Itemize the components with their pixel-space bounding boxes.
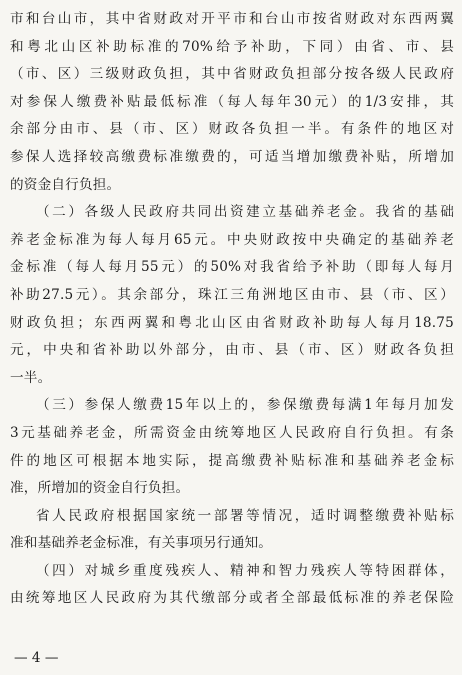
text-line: 3元基础养老金，所需资金由统筹地区人民政府自行负担。有条 [10, 424, 454, 441]
page-number: — 4 — [14, 650, 59, 666]
text-line: 补助27.5元）。其余部分，珠江三角洲地区由市、县（市、区） [10, 286, 454, 303]
text-line: 的资金自行负担。 [10, 176, 121, 193]
text-line: 金标准（每人每月55元）的50%对我省给予补助（即每人每月 [10, 259, 454, 276]
text-line: 余部分由市、县（市、区）财政各负担一半。有条件的地区对 [10, 121, 454, 138]
text-line: 一半。 [10, 369, 52, 386]
text-line: 和粤北山区补助标准的70%给予补助，下同）由省、市、县 [10, 38, 454, 55]
text-line: 财政负担；东西两翼和粤北山区由省财政补助每人每月18.75 [10, 314, 454, 331]
paragraph-start-line: （三）参保人缴费15年以上的，参保缴费每满1年每月加发 [36, 397, 454, 414]
paragraph-start-line: 省人民政府根据国家统一部署等情况，适时调整缴费补贴标 [36, 507, 454, 524]
text-line: 对参保人缴费补贴最低标准（每人每年30元）的1/3安排，其 [10, 93, 454, 110]
text-line: 元，中央和省补助以外部分，由市、县（市、区）财政各负担 [10, 342, 454, 359]
text-line: 准，所增加的资金自行负担。 [10, 480, 190, 497]
paragraph-start-line: （二）各级人民政府共同出资建立基础养老金。我省的基础 [36, 204, 454, 221]
text-line: 件的地区可根据本地实际，提高缴费补贴标准和基础养老金标 [10, 452, 454, 469]
text-line: 准和基础养老金标准，有关事项另行通知。 [10, 535, 273, 552]
text-line: 参保人选择较高缴费标准缴费的，可适当增加缴费补贴，所增加 [10, 148, 454, 165]
text-line: （市、区）三级财政负担，其中省财政负担部分按各级人民政府 [10, 66, 454, 83]
text-line: 养老金标准为每人每月65元。中央财政按中央确定的基础养老 [10, 231, 454, 248]
text-line: 市和台山市，其中省财政对开平市和台山市按省财政对东西两翼 [10, 11, 454, 27]
text-line: 由统筹地区人民政府为其代缴部分或者全部最低标准的养老保险 [10, 590, 454, 607]
paragraph-start-line: （四）对城乡重度残疾人、精神和智力残疾人等特困群体， [36, 562, 454, 579]
